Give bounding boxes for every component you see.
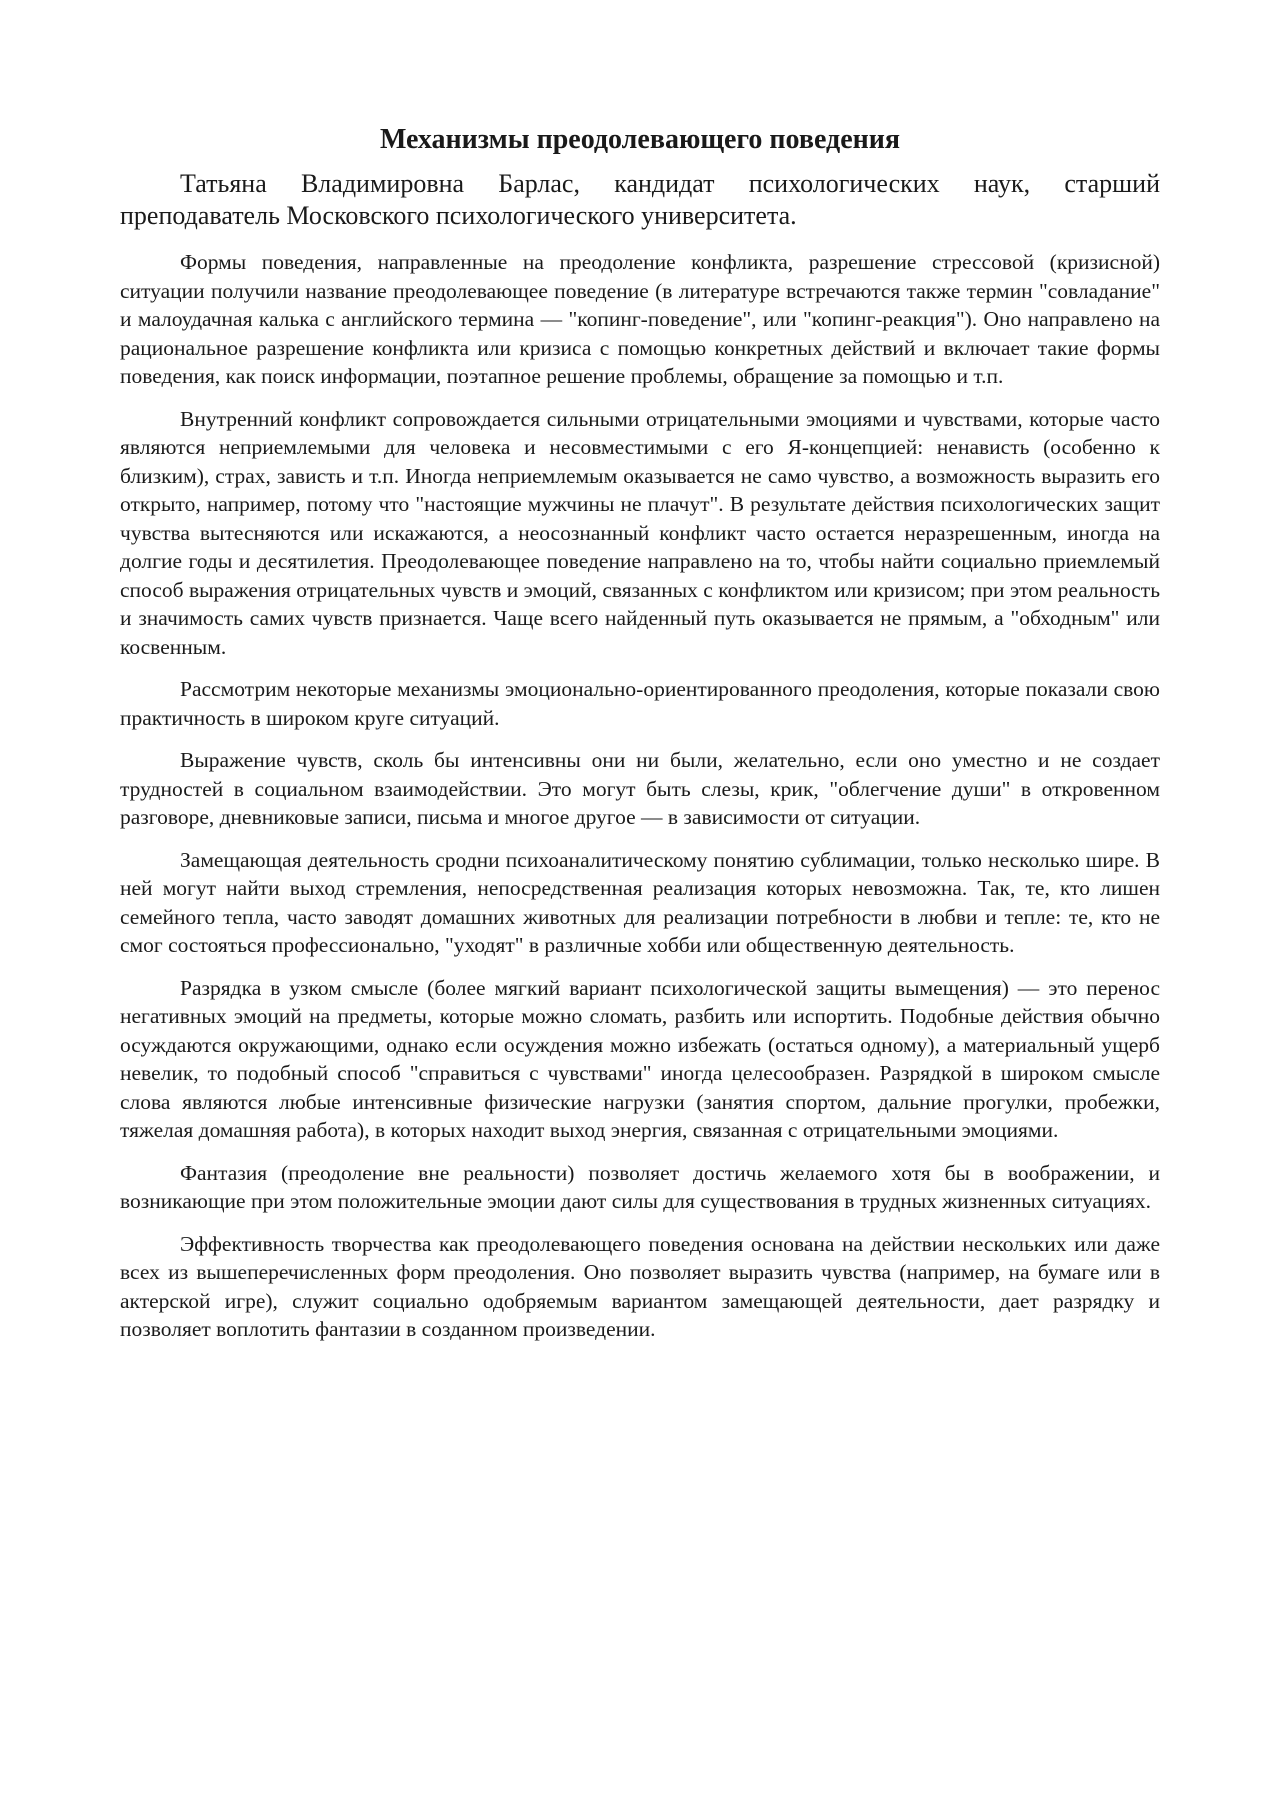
- paragraph-discharge: Разрядка в узком смысле (более мягкий вариант психологической защиты вымещения) — это перенос негативных эмоций на предметы, которые можно сломать, разбить или испортить. Подобные действия обычно осуждаются окружающими, однако если осуждения можно избежать (остаться одному), а материальный ущерб невелик, то подобный способ "справиться с чувствами" иногда целесообразен. Разрядкой в широком смысле слова являются любые интенсивные физические нагрузки (занятия спортом, дальние прогулки, пробежки, тяжелая домашняя работа), в которых находит выход энергия, связанная с отрицательными эмоциями.: [120, 975, 1160, 1142]
- paragraph-fantasy: Фантазия (преодоление вне реальности) позволяет достичь желаемого хотя бы в воображении, и возникающие при этом положительные эмоции дают силы для существования в трудных жизненных ситуациях.: [120, 1160, 1160, 1213]
- paragraph-inner-conflict: Внутренний конфликт сопровождается сильными отрицательными эмоциями и чувствами, которые часто являются неприемлемыми для человека и несовместимыми с его Я-концепцией: ненависть (особенно к близким), страх, зависть и т.п. Иногда неприемлемым оказывается не само чувство, а возможность выразить его открыто, например, потому что "настоящие мужчины не плачут". В результате действия психологических защит чувства вытесняются или искажаются, а неосознанный конфликт часто остается неразрешенным, иногда на долгие годы и десятилетия. Преодолевающее поведение направлено на то, чтобы найти социально приемлемый способ выражения отрицательных чувств и эмоций, связанных с конфликтом или кризисом; при этом реальность и значимость самих чувств признается. Чаще всего найденный путь оказывается не прямым, а "обходным" или косвенным.: [120, 406, 1160, 659]
- paragraph-mechanisms-intro: Рассмотрим некоторые механизмы эмоционально-ориентированного преодоления, которые показали свою практичность в широком круге ситуаций.: [120, 677, 1160, 730]
- paragraph-coping-definition: Формы поведения, направленные на преодоление конфликта, разрешение стрессовой (кризисной) ситуации получили название преодолевающее поведение (в литературе встречаются также термин "совладание" и малоудачная калька с английского термина — "копинг-поведение", или "копинг-реакция"). Оно направлено на рациональное разрешение конфликта или кризиса с помощью конкретных действий и включает такие формы поведения, как поиск информации, поэтапное решение проблемы, обращение за помощью и т.п.: [120, 250, 1160, 388]
- document-body: [120, 120, 1160, 1344]
- paragraph-creativity: Эффективность творчества как преодолевающего поведения основана на действии нескольких или даже всех из вышеперечисленных форм преодоления. Оно позволяет выразить чувства (например, на бумаге или в актерской игре), служит социально одобряемым вариантом замещающей деятельности, дает разрядку и позволяет воплотить фантазии в созданном произведении.: [120, 1231, 1160, 1341]
- document-title: Механизмы преодолевающего поведения: [379, 124, 901, 155]
- paragraph-expression-of-feelings: Выражение чувств, сколь бы интенсивны они ни были, желательно, если оно уместно и не создает трудностей в социальном взаимодействии. Это могут быть слезы, крик, "облегчение души" в откровенном разговоре, дневниковые записи, письма и многое другое — в зависимости от ситуации.: [120, 748, 1160, 829]
- paragraph-substitute-activity: Замещающая деятельность сродни психоаналитическому понятию сублимации, только несколько шире. В ней могут найти выход стремления, непосредственная реализация которых невозможна. Так, те, кто лишен семейного тепла, часто заводят домашних животных для реализации потребности в любви и тепле: те, кто не смог состояться профессионально, "уходят" в различные хобби или общественную деятельность.: [120, 847, 1160, 957]
- author-line: Татьяна Владимировна Барлас, кандидат психологических наук, старший преподаватель Московского психологического университета.: [120, 169, 1160, 230]
